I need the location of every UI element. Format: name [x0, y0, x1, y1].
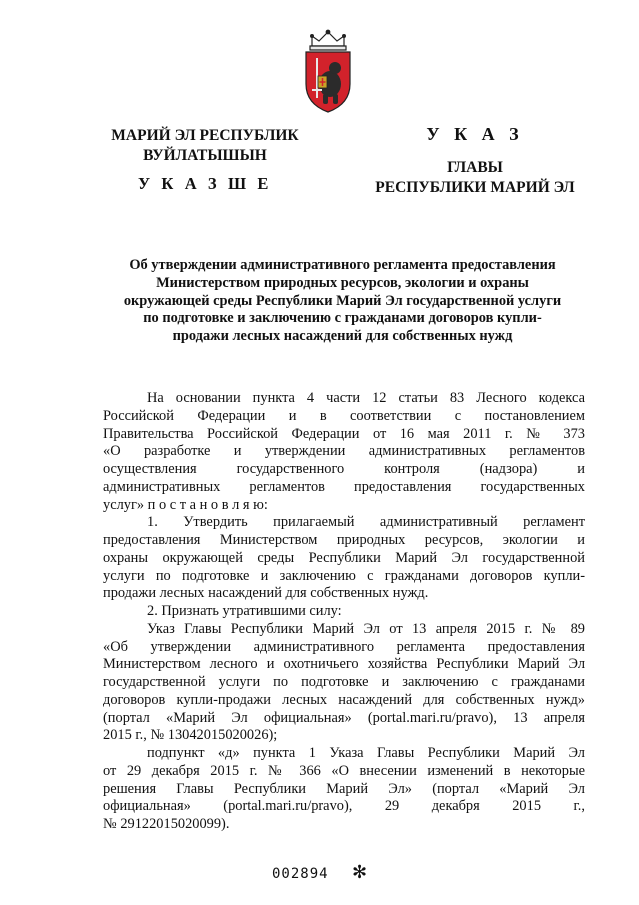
- body-line: 1. Утвердить прилагаемый административный регламент: [147, 514, 585, 531]
- header-right-title: У К А З: [426, 124, 524, 144]
- body-line: Министерством лесного и охотничьего хозяйства Республики Марий Эл: [103, 656, 585, 673]
- header-right-line1: ГЛАВЫ: [447, 159, 503, 176]
- body-line: охраны окружающей среды Республики Марий Эл государственной: [103, 549, 585, 566]
- body-line: решения Главы Республики Марий Эл» (портал «Марий Эл: [103, 780, 585, 797]
- body-line: договоров купли-продажи лесных насаждений для собственных нужд»: [103, 691, 585, 708]
- decree-body: [103, 390, 585, 834]
- body-line: предоставления Министерством природных ресурсов, экологии и: [103, 532, 585, 548]
- crown-icon: [310, 30, 346, 50]
- body-line: государственной услуги по подготовке и заключению с гражданами: [103, 674, 585, 690]
- body-line: На основании пункта 4 части 12 статьи 83 Лесного кодекса: [147, 390, 585, 406]
- header-left-line1: МАРИЙ ЭЛ РЕСПУБЛИК: [111, 127, 299, 144]
- body-line: от 29 декабря 2015 г. № 366 «О внесении изменений в некоторые: [103, 762, 585, 779]
- header-right-line2: РЕСПУБЛИКИ МАРИЙ ЭЛ: [375, 179, 575, 196]
- title-line: Министерством природных ресурсов, экологии и охраны: [156, 274, 529, 291]
- body-line: услуг» п о с т а н о в л я ю:: [103, 496, 268, 513]
- title-line: по подготовке и заключению с гражданами договоров купли-: [143, 310, 542, 327]
- decree-title: [100, 257, 585, 346]
- body-line: «Об утверждении административного регламента предоставления: [103, 638, 585, 655]
- body-line: услуги по подготовке и заключению с гражданами договоров купли-: [103, 567, 585, 584]
- body-line: осуществления государственного контроля (надзора) и: [103, 461, 585, 477]
- body-line: Российской Федерации и в соответствии с постановлением: [103, 407, 585, 424]
- body-line: (портал «Марий Эл официальная» (portal.mari.ru/pravo), 13 апреля: [103, 709, 585, 726]
- body-line: 2015 г., № 13042015020026);: [103, 727, 278, 744]
- body-line: 2. Признать утратившими силу:: [147, 603, 342, 619]
- asterisk-mark-icon: ✻: [352, 862, 368, 883]
- coat-of-arms-emblem: [297, 28, 359, 114]
- body-line: Указ Главы Республики Марий Эл от 13 апреля 2015 г. № 89: [147, 620, 585, 637]
- body-line: Правительства Российской Федерации от 16 мая 2011 г. № 373: [103, 425, 585, 442]
- body-line: продажи лесных насаждений для собственных нужд.: [103, 585, 429, 602]
- body-line: официальная» (portal.mari.ru/pravo), 29 декабря 2015 г.,: [103, 798, 585, 815]
- body-line: подпункт «д» пункта 1 Указа Главы Республики Марий Эл: [147, 745, 585, 761]
- header-left-title: У К А З Ш Е: [137, 174, 273, 193]
- body-line: административных регламентов предоставления государственных: [103, 478, 585, 495]
- title-line: продажи лесных насаждений для собственных нужд: [172, 328, 513, 345]
- body-line: «О разработке и утверждении административных регламентов: [103, 443, 585, 460]
- title-line: окружающей среды Республики Марий Эл государственной услуги: [123, 292, 562, 309]
- serial-number: 002894: [272, 866, 329, 882]
- body-line: № 29122015020099).: [103, 816, 230, 832]
- title-line: Об утверждении административного регламента предоставления: [129, 257, 556, 273]
- header-left-line2: ВУЙЛАТЫШЫН: [143, 147, 267, 164]
